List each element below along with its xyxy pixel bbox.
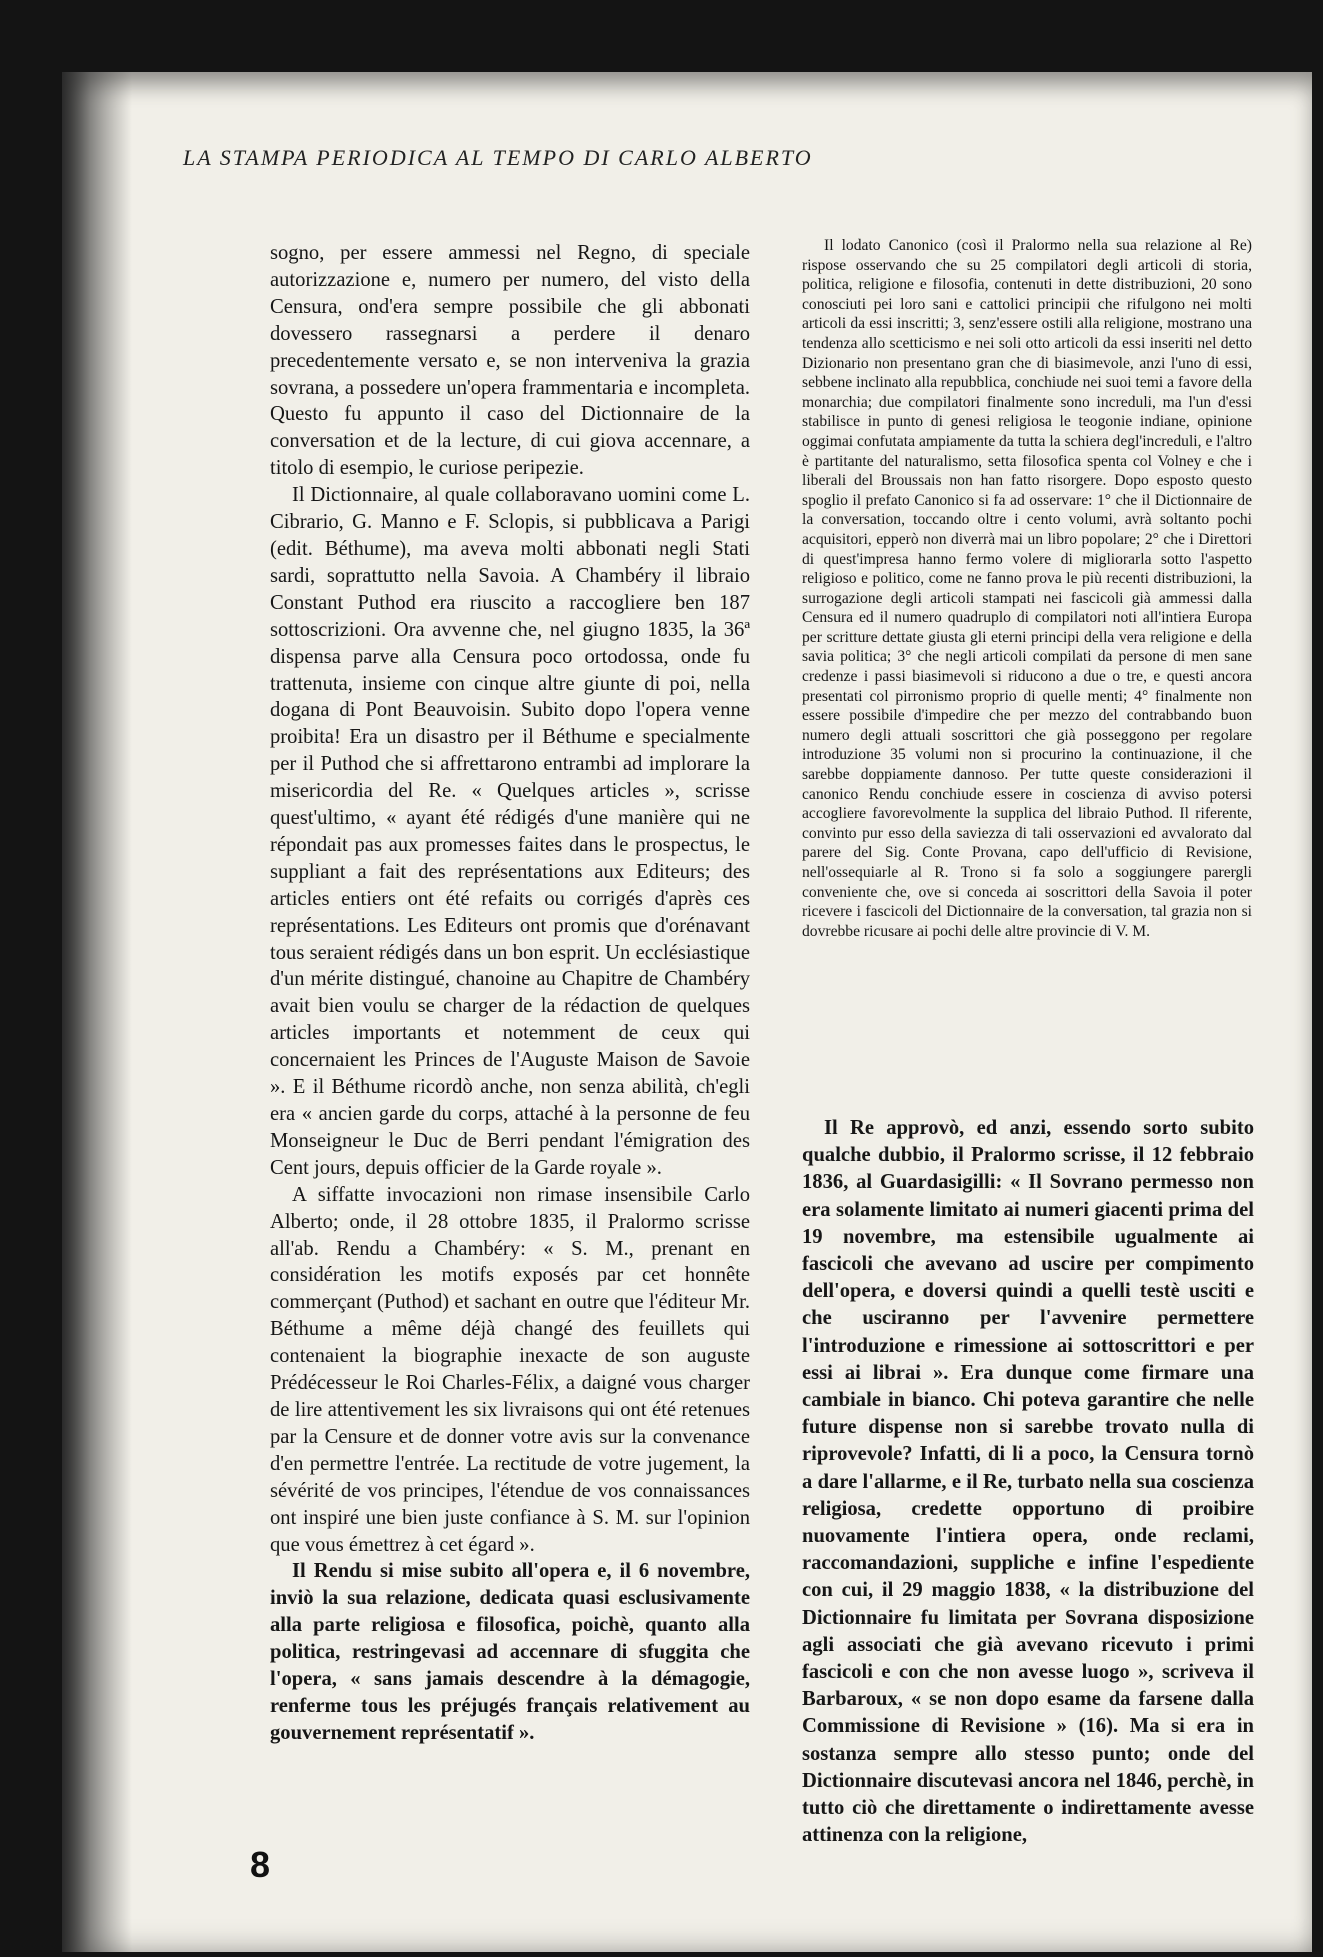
right-column-note (802, 236, 1252, 941)
page-number: 8 (250, 1844, 271, 1885)
paragraph: Il lodato Canonico (così il Pralormo nella sua relazione al Re) rispose osservando che su 25 compilatori degli articoli di storia, politica, religione e filosofia, contenuti in dette distribuzioni, 20 sono conosciuti pei loro sani e cattolici principii che rifulgono nei molti articoli da essi inscritti; 3, senz'essere ostili alla religione, mostrano una tendenza allo scetticismo e nei soli otto articoli da essi inseriti nel detto Dizionario non presentano gran che di biasimevole, anzi l'uno di essi, sebbene inclinato alla repubblica, conchiude nei suoi temi a favore della monarchia; due compilatori finalmente sono increduli, ma l'un d'essi stabilisce in punto di genesi religiosa le teogonie indiane, opinione oggimai confutata ampiamente da tutta la schiera degl'increduli, e l'altro è partitante del naturalismo, setta filosofica spenta col Volney e che i liberali del Broussais non han fatto risorgere. Dopo esposto questo spoglio il prefato Canonico si fa ad osservare: 1° che il Dictionnaire de la conversation, toccando oltre i cento volumi, avrà soltanto pochi acquisitori, epperò non diverrà mai un libro popolare; 2° che i Direttori di quest'impresa hanno fermo volere di migliorarla sotto l'aspetto religioso e politico, come ne fanno prova le più recenti distribuzioni, la surrogazione degli articoli stampati nei fascicoli già ammessi dalla Censura ed il numero quadruplo di compilatori noti all'intiera Europa per scritture dettate giusta gli eterni principi della vera religione e della savia politica; 3° che negli articoli compilati da persone di men sane credenze i passi biasimevoli si riducono a due o tre, e questi ancora presentati col pirronismo proprio di quelle menti; 4° finalmente non essere possibile d'impedire che per mezzo del contrabbando buon numero degli attuali soscrittori che già posseggono per regolare introduzione 35 volumi non si procurino la continuazione, il che sarebbe doppiamente dannoso. Per tutte queste considerazioni il canonico Rendu conchiude essere in coscienza di avviso potersi accogliere favorevolmente la supplica del libraio Puthod. Il riferente, convinto pur esso della saviezza di tali osservazioni ed avvalorato dal parere del Sig. Conte Provana, capo dell'ufficio di Revisione, nell'ossequiarle al R. Trono si fa solo a soggiungere parergli conveniente che, ove si conceda ai soscrittori della Savoia il poter ricevere i fascicoli del Dictionnaire de la conversation, tal grazia non si dovrebbe ricusare ai pochi delle altre provincie di V. M. (802, 237, 1252, 940)
paragraph: Il Rendu si mise subito all'opera e, il 6 novembre, inviò la sua relazione, dedicata quasi esclusivamente alla parte religiosa e filosofica, poichè, quanto alla politica, restringevasi ad accennare di sfuggita che l'opera, « sans jamais descendre à la démagogie, renferme tous les préjugés français relativement au gouvernement représentatif ». (270, 1560, 750, 1744)
paragraph: sogno, per essere ammessi nel Regno, di speciale autorizzazione e, numero per numero, del visto della Censura, ond'era sempre possibile che gli abbonati dovessero rassegnarsi a perdere il denaro precedentemente versato e, se non interveniva la grazia sovrana, a possedere un'opera frammentaria e incompleta. Questo fu appunto il caso del Dictionnaire de la conversation et de la lecture, di cui giova accennare, a titolo di esempio, le curiose peripezie. (270, 242, 750, 480)
left-column (270, 240, 750, 1747)
paragraph: Il Dictionnaire, al quale collaboravano uomini come L. Cibrario, G. Manno e F. Sclopis, si pubblicava a Parigi (edit. Béthume), ma aveva molti abbonati negli Stati sardi, soprattutto nella Savoia. A Chambéry il libraio Constant Puthod era riuscito a raccogliere ben 187 sottoscrizioni. Ora avvenne che, nel giugno 1835, la 36ª dispensa parve alla Censura poco ortodossa, onde fu trattenuta, insieme con cinque altre giunte di poi, nella dogana di Pont Beauvoisin. Subito dopo l'opera venne proibita! Era un disastro per il Béthume e specialmente per il Puthod che si affrettarono entrambi ad implorare la misericordia del Re. « Quelques articles », scrisse quest'ultimo, « ayant été rédigés d'une manière qui ne répondait pas aux promesses faites dans le prospectus, le suppliant a fait des représentations aux Editeurs; des articles entiers ont été refaits ou corrigés d'après ces représentations. Les Editeurs ont promis que d'orénavant tous seraient rédigés dans un bon esprit. Un ecclésiastique d'un mérite distingué, chanoine au Chapitre de Chambéry avait bien voulu se charger de la rédaction de quelques articles importants et notemment de ceux qui concernaient les Princes de l'Auguste Maison de Savoie ». E il Béthume ricordò anche, non senza abilità, ch'egli era « ancien garde du corps, attaché à la personne de feu Monseigneur le Duc de Berri pendant l'émigration des Cent jours, depuis officier de la Garde royale ». (270, 484, 750, 1179)
page-binding-shadow (62, 72, 132, 1952)
right-column-main (802, 1115, 1254, 1849)
paragraph: A siffatte invocazioni non rimase insensibile Carlo Alberto; onde, il 28 ottobre 1835, il Pralormo scrisse all'ab. Rendu a Chambéry: « S. M., prenant en considération les motifs exposés par cet honnête commerçant (Puthod) et sachant en outre que l'éditeur Mr. Béthume a même déjà changé des feuillets qui contenaient la biographie inexacte de son auguste Prédécesseur le Roi Charles-Félix, a daigné vous charger de lire attentivement les six livraisons qui ont été retenues par la Censure et de donner votre avis sur la convenance d'en permettre l'entrée. La rectitude de votre jugement, la sévérité de vos principes, l'étendue de vos connaissances ont inspiré une bien juste confiance à S. M. sur l'opinion que vous émettrez à cet égard ». (270, 1183, 750, 1556)
running-header: LA STAMPA PERIODICA AL TEMPO DI CARLO ALBERTO (183, 145, 813, 170)
paragraph: Il Re approvò, ed anzi, essendo sorto subito qualche dubbio, il Pralormo scrisse, il 12 febbraio 1836, al Guardasigilli: « Il Sovrano permesso non era solamente limitato ai numeri giacenti prima del 19 novembre, ma estensibile ugualmente ai fascicoli che avevano ad uscire per compimento dell'opera, e doversi quindi a quelli testè usciti e che usciranno per l'avvenire permettere l'introduzione e rimessione ai sottoscrittori e per essi ai librai ». Era dunque come firmare una cambiale in bianco. Chi poteva garantire che nelle future dispense non si sarebbe trovato nulla di riprovevole? Infatti, di li a poco, la Censura tornò a dare l'allarme, e il Re, turbato nella sua coscienza religiosa, credette opportuno di proibire nuovamente l'intiera opera, onde reclami, raccomandazioni, suppliche e infine l'espediente con cui, il 29 maggio 1838, « la distribuzione del Dictionnaire fu limitata per Sovrana disposizione agli associati che già avevano ricevuto i primi fascicoli e con che non avesse luogo », scriveva il Barbaroux, « se non dopo esame da farsene dalla Commissione di Revisione » (16). Ma si era in sostanza sempre allo stesso punto; onde del Dictionnaire discutevasi ancora nel 1846, perchè, in tutto ciò che direttamente o indirettamente avesse attinenza con la religione, (802, 1117, 1254, 1847)
